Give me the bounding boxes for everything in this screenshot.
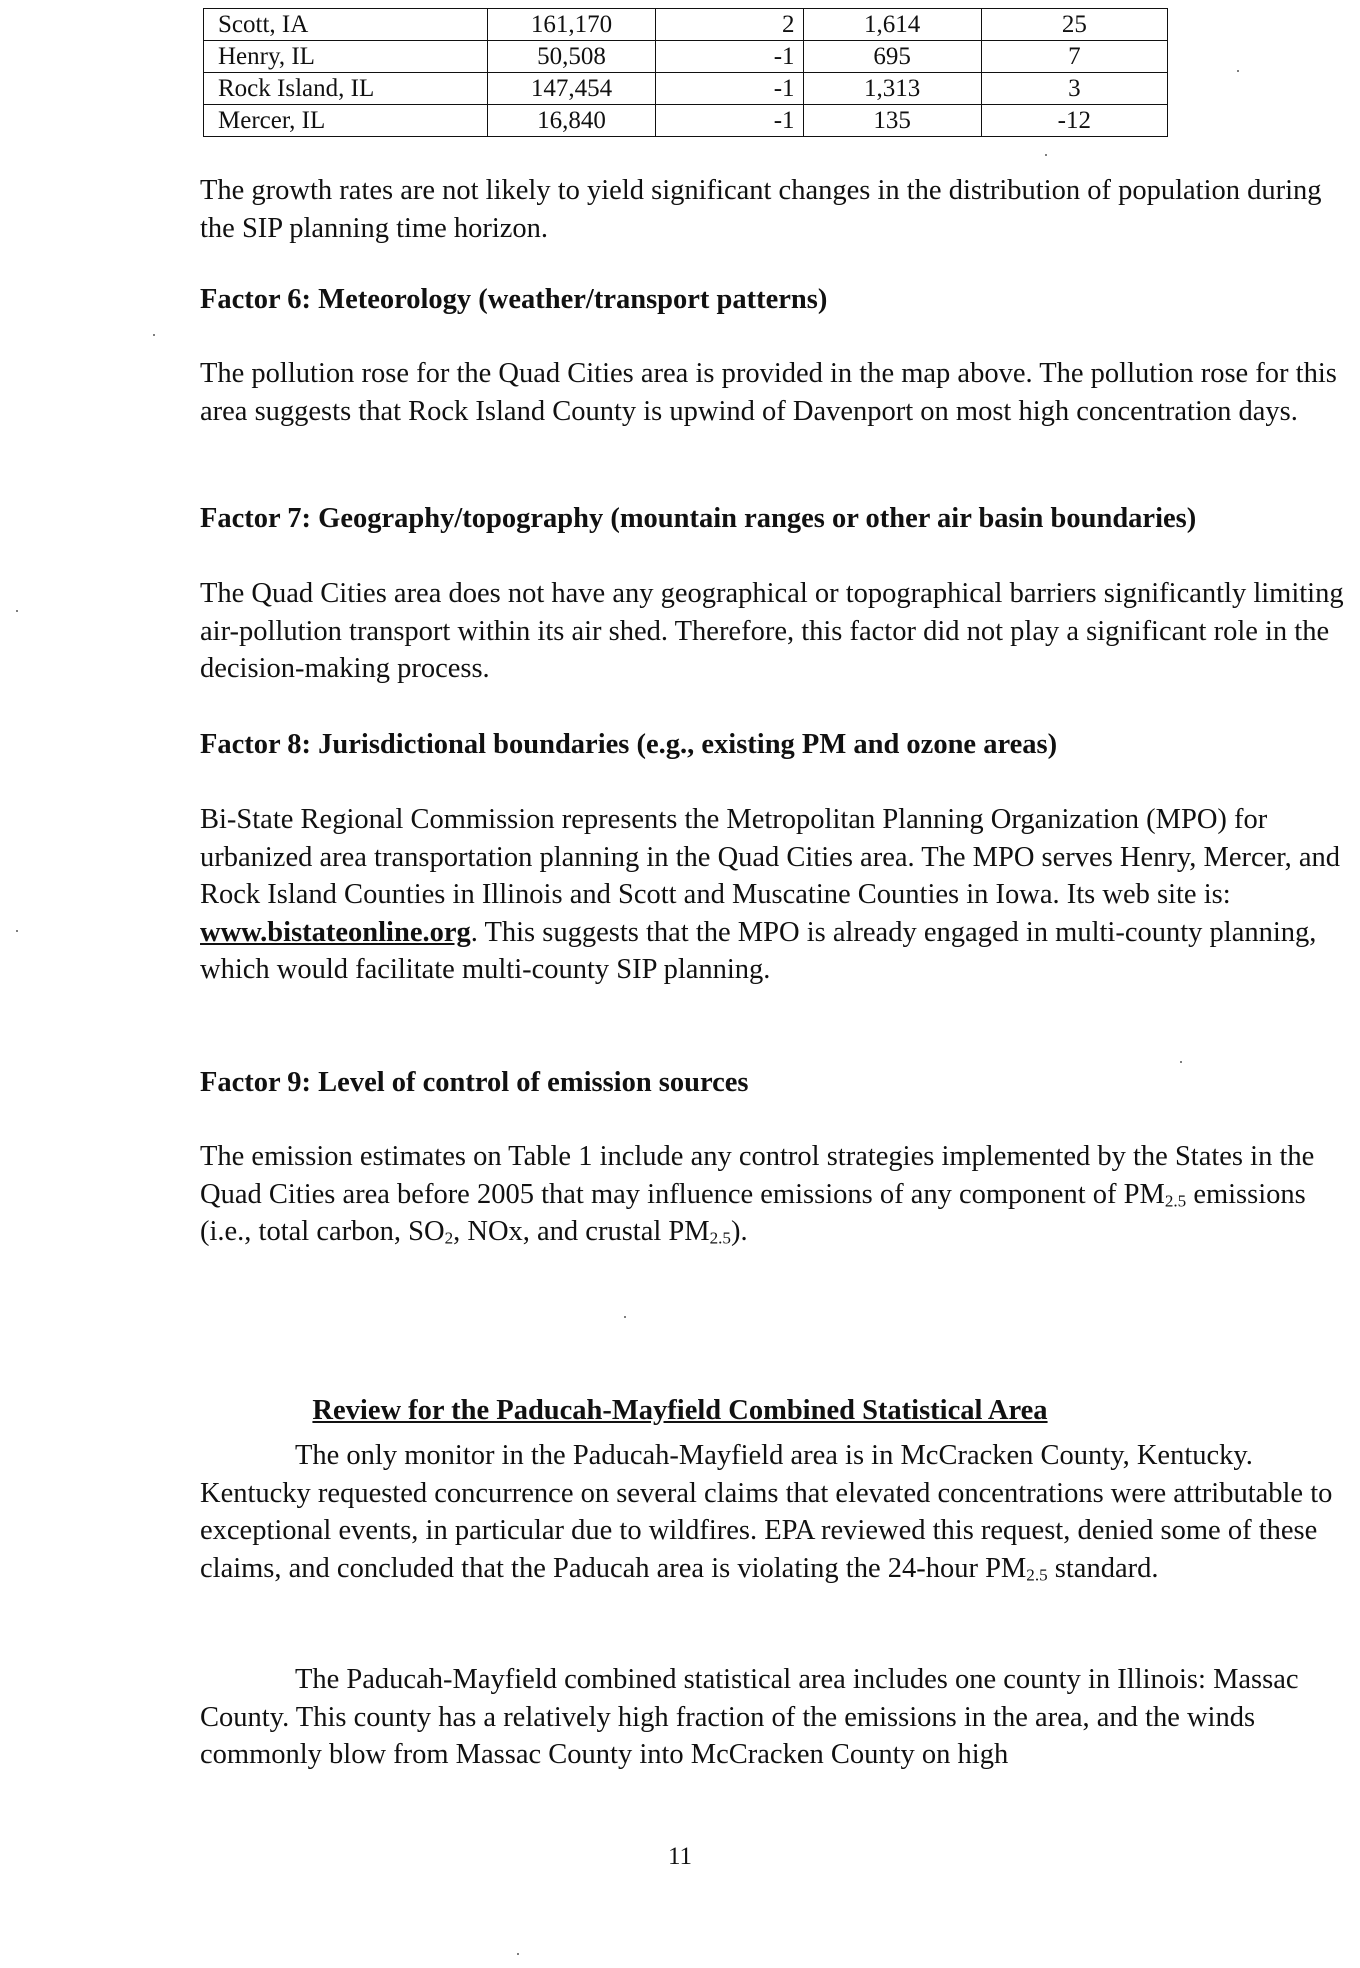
table-cell: -1 — [655, 105, 803, 137]
factor9-text-3: , NOx, and crustal PM — [453, 1216, 710, 1247]
paducah-paragraph-2: The Paducah-Mayfield combined statistical area includes one county in Illinois: Massac County. This county has a relatively high fraction of the emissions in the area, and the winds commonly blow from Massac County into McCracken County on high — [200, 1664, 1299, 1770]
scan-speck — [153, 334, 155, 336]
paducah-para1-text-end: standard. — [1047, 1552, 1159, 1584]
bistate-website-link[interactable]: www.bistateonline.org — [200, 916, 471, 948]
scan-speck — [16, 610, 18, 612]
table-cell: 1,313 — [803, 73, 981, 105]
page-number: 11 — [667, 1843, 693, 1870]
table-cell: 25 — [981, 9, 1167, 41]
table-cell: 3 — [981, 73, 1167, 105]
scan-speck — [1180, 1061, 1182, 1063]
table-row — [204, 41, 1168, 73]
so2-subscript: 2 — [444, 1228, 454, 1248]
factor6-body: The pollution rose for the Quad Cities area is provided in the map above. The pollution rose for this area suggests that Rock Island County is upwind of Davenport on most high concentration days. — [200, 358, 1337, 427]
factor7-body: The Quad Cities area does not have any geographical or topographical barriers significantly limiting air-pollution transport within its air shed. Therefore, this factor did not play a significant role in the decision-making process. — [200, 578, 1344, 684]
county-population-table — [203, 8, 1168, 137]
factor9-text-1: The emission estimates on Table 1 include any control strategies implemented by the States in the Quad Cities area before 2005 that may influence emissions of any component of PM — [200, 1141, 1315, 1210]
paducah-paragraph-1 — [200, 1437, 1350, 1587]
scan-speck — [624, 1316, 626, 1318]
table-cell: 16,840 — [488, 105, 656, 137]
table-cell: 2 — [655, 9, 803, 41]
table-row — [204, 73, 1168, 105]
table-row — [204, 105, 1168, 137]
table-cell: 695 — [803, 41, 981, 73]
pm-subscript: 2.5 — [1164, 1190, 1187, 1210]
table-cell: -1 — [655, 41, 803, 73]
table-cell: Rock Island, IL — [204, 73, 488, 105]
factor8-heading: Factor 8: Jurisdictional boundaries (e.g., existing PM and ozone areas) — [200, 729, 1058, 760]
pm-subscript-3: 2.5 — [1026, 1564, 1048, 1584]
growth-paragraph: The growth rates are not likely to yield significant changes in the distribution of population during the SIP planning time horizon. — [200, 175, 1322, 244]
scan-speck — [16, 930, 18, 932]
factor8-body-text: Bi-State Regional Commission represents the Metropolitan Planning Organization (MPO) for urbanized area transportation planning in the Quad Cities area. The MPO serves Henry, Mercer, and Rock Island Counties in Illinois and Scott and Muscatine Counties in Iowa. Its web site is: — [200, 804, 1341, 910]
factor7-heading: Factor 7: Geography/topography (mountain ranges or other air basin boundaries) — [200, 503, 1197, 534]
scan-speck — [517, 1953, 519, 1955]
table-cell: 135 — [803, 105, 981, 137]
paducah-para1-text: The only monitor in the Paducah-Mayfield area is in McCracken County, Kentucky. Kentucky requested concurrence on several claims that elevated concentrations were attributable to exceptional events, in particular due to wildfires. EPA reviewed this request, denied some of these claims, and concluded that the Paducah area is violating the 24-hour PM — [200, 1440, 1333, 1584]
pm-subscript-2: 2.5 — [709, 1228, 731, 1248]
table-cell: 161,170 — [488, 9, 656, 41]
table-cell: -1 — [655, 73, 803, 105]
factor9-text-2: emissions (i.e., total carbon, SO — [200, 1178, 1306, 1247]
scan-speck — [1237, 70, 1239, 72]
table-cell: Henry, IL — [204, 41, 488, 73]
scan-speck — [1045, 154, 1047, 156]
table-cell: 147,454 — [488, 73, 656, 105]
factor9-body — [200, 1138, 1350, 1251]
table-cell: 7 — [981, 41, 1167, 73]
factor8-body-text-end: . This suggests that the MPO is already engaged in multi-county planning, which would facilitate multi-county SIP planning. — [200, 916, 1317, 985]
factor8-body — [200, 801, 1350, 989]
table-cell: 1,614 — [803, 9, 981, 41]
paducah-section-title: Review for the Paducah-Mayfield Combined Statistical Area — [312, 1394, 1048, 1426]
factor6-heading: Factor 6: Meteorology (weather/transport patterns) — [200, 284, 828, 315]
factor9-text-4: ). — [730, 1216, 748, 1247]
table-cell: Scott, IA — [204, 9, 488, 41]
table-row — [204, 9, 1168, 41]
table-cell: -12 — [981, 105, 1167, 137]
table-cell: Mercer, IL — [204, 105, 488, 137]
table-cell: 50,508 — [488, 41, 656, 73]
factor9-heading: Factor 9: Level of control of emission sources — [200, 1067, 749, 1098]
